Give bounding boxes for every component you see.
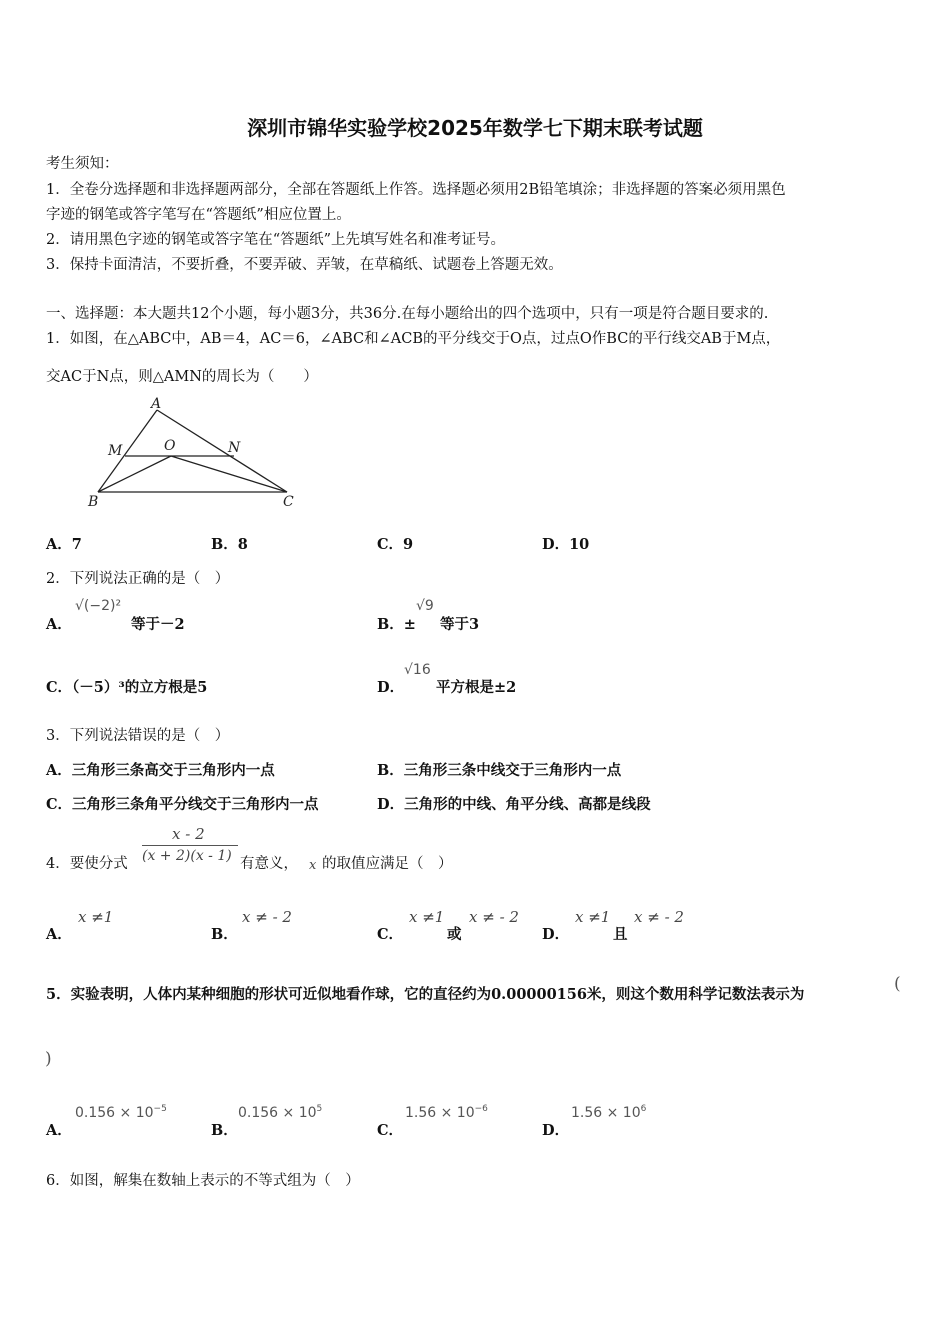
q2-option-c[interactable]: C．（－5）³的立方根是5 — [46, 679, 208, 696]
q5-option-a-base: 0.156 × 10 — [75, 1105, 154, 1121]
label-o: O — [164, 438, 176, 454]
q4-variable: x — [309, 858, 317, 873]
q1-option-d[interactable]: D．10 — [542, 536, 590, 553]
label-a: A — [151, 396, 162, 412]
q2-option-a-expr: √(−2)² — [75, 598, 122, 614]
q5-option-b-exp: 5 — [316, 1104, 323, 1114]
q3-option-d[interactable]: D．三角形的中线、角平分线、高都是线段 — [377, 796, 651, 813]
segment-ac — [157, 410, 287, 492]
q1-stem-line1: 1．如图，在△ABC中，AB＝4，AC＝6，∠ABC和∠ACB的平分线交于O点，过点O作BC的平行线交AB于M点， — [46, 331, 781, 347]
q4-fraction-denominator: (x + 2)(x - 1) — [142, 848, 232, 864]
q5-open-paren: ( — [894, 974, 901, 994]
q5-option-c-base: 1.56 × 10 — [405, 1105, 475, 1121]
q4-option-a-label[interactable]: A． — [46, 926, 72, 943]
q5-option-d-label[interactable]: D． — [542, 1122, 570, 1139]
q2-option-d-expr: √16 — [404, 662, 431, 678]
q4-stem-a: 4．要使分式 — [46, 856, 128, 872]
q4-stem-c: 的取值应满足（ ） — [322, 856, 453, 872]
q4-option-c-join: 或 — [447, 926, 462, 943]
q2-stem: 2．下列说法正确的是（ ） — [46, 571, 230, 587]
q1-stem-line2: 交AC于N点，则△AMN的周长为（ ） — [46, 369, 318, 385]
q4-option-d-label[interactable]: D． — [542, 926, 570, 943]
label-c: C — [283, 494, 294, 510]
segment-bo — [98, 456, 171, 492]
q2-option-b-label[interactable]: B．± — [377, 616, 416, 633]
q5-option-d-exp: 6 — [640, 1104, 647, 1114]
q6-stem: 6．如图，解集在数轴上表示的不等式组为（ ） — [46, 1173, 360, 1189]
page-title: 深圳市锦华实验学校2025年数学七下期末联考试题 — [247, 116, 703, 140]
q2-option-b-expr: √9 — [416, 598, 434, 614]
q4-option-d-join: 且 — [613, 926, 628, 943]
q2-option-d-text: 平方根是±2 — [436, 679, 517, 696]
q4-option-a-expr: x ≠1 — [78, 908, 114, 926]
q3-stem: 3．下列说法错误的是（ ） — [46, 728, 230, 744]
q1-triangle-figure — [80, 392, 310, 514]
segment-oc — [171, 456, 287, 492]
q4-stem-b: 有意义， — [240, 856, 298, 872]
q5-option-c-label[interactable]: C． — [377, 1122, 404, 1139]
q5-option-a-label[interactable]: A． — [46, 1122, 72, 1139]
q2-option-b-text: 等于3 — [440, 616, 480, 633]
q4-option-c-expr1: x ≠1 — [409, 908, 445, 926]
label-n: N — [228, 440, 241, 456]
q4-option-d-expr2: x ≠ - 2 — [634, 908, 684, 926]
q4-option-c-expr2: x ≠ - 2 — [469, 908, 519, 926]
q4-option-d-expr1: x ≠1 — [575, 908, 611, 926]
q1-option-a[interactable]: A．7 — [46, 536, 82, 553]
q4-option-c-label[interactable]: C． — [377, 926, 404, 943]
q2-option-a-text: 等于－2 — [131, 616, 185, 633]
q4-option-b-label[interactable]: B． — [211, 926, 238, 943]
segment-ab — [98, 410, 157, 492]
notice-line-3: 3．保持卡面清洁，不要折叠，不要弄破、弄皱，在草稿纸、试题卷上答题无效。 — [46, 257, 563, 273]
q2-option-d-label[interactable]: D． — [377, 679, 405, 696]
label-b: B — [88, 494, 99, 510]
q5-option-b-base: 0.156 × 10 — [238, 1105, 317, 1121]
q4-fraction-numerator: x - 2 — [172, 825, 205, 843]
q4-option-b-expr: x ≠ - 2 — [242, 908, 292, 926]
notice-heading: 考生须知： — [46, 156, 119, 172]
q2-option-a-label[interactable]: A． — [46, 616, 72, 633]
q3-option-c[interactable]: C．三角形三条角平分线交于三角形内一点 — [46, 796, 319, 813]
q5-close-paren: ) — [45, 1049, 52, 1069]
q1-option-b[interactable]: B．8 — [211, 536, 248, 553]
q4-fraction-bar — [142, 845, 238, 846]
q3-option-b[interactable]: B．三角形三条中线交于三角形内一点 — [377, 762, 622, 779]
q5-option-b-label[interactable]: B． — [211, 1122, 238, 1139]
label-m: M — [108, 443, 123, 459]
q3-option-a[interactable]: A．三角形三条高交于三角形内一点 — [46, 762, 275, 779]
notice-line-2: 2．请用黑色字迹的钢笔或答字笔在“答题纸”上先填写姓名和准考证号。 — [46, 232, 506, 248]
q5-stem: 5．实验表明，人体内某种细胞的形状可近似地看作球，它的直径约为0.00000156米，则这个数用科学记数法表示为 — [46, 986, 805, 1003]
notice-line-1b: 字迹的钢笔或答字笔写在“答题纸”相应位置上。 — [46, 207, 351, 223]
q5-option-d-base: 1.56 × 10 — [571, 1105, 641, 1121]
section-heading: 一、选择题：本大题共12个小题，每小题3分，共36分.在每小题给出的四个选项中，只有一项是符合题目要求的. — [46, 306, 769, 322]
q5-option-c-exp: −6 — [474, 1104, 488, 1114]
notice-line-1a: 1．全卷分选择题和非选择题两部分，全部在答题纸上作答。选择题必须用2B铅笔填涂；非选择题的答案必须用黑色 — [46, 182, 786, 198]
q1-option-c[interactable]: C．9 — [377, 536, 414, 553]
q5-option-a-exp: −5 — [153, 1104, 167, 1114]
